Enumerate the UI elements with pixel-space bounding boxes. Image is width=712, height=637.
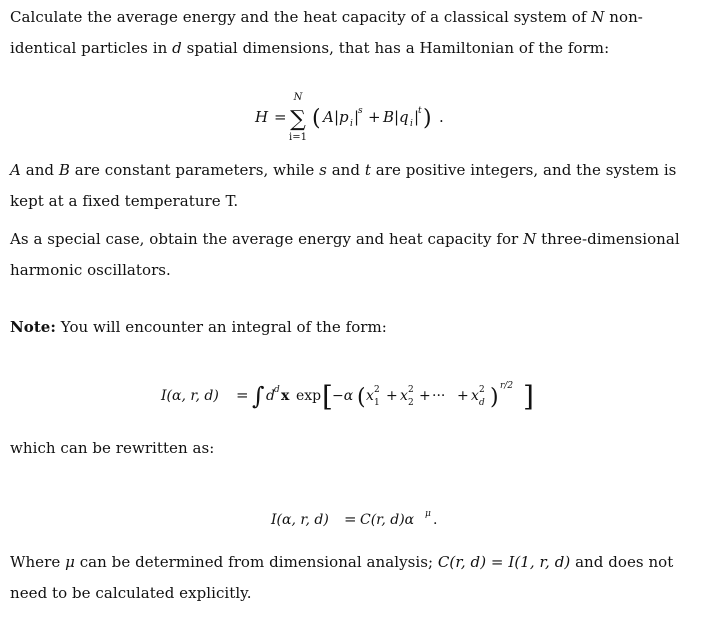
rewritten-paragraph: which can be rewritten as:	[10, 439, 215, 457]
exp-function: exp	[296, 388, 322, 404]
differential-exponent: d	[274, 385, 280, 395]
hamiltonian-equation	[0, 88, 712, 150]
result-rhs: C(r, d)α	[360, 512, 415, 528]
var-n: N	[591, 8, 605, 26]
differential-d: d	[266, 388, 275, 404]
note-paragraph: Note: You will encounter an integral of the form:	[10, 318, 387, 336]
var-mu: μ	[65, 553, 75, 571]
q-abs: |q	[394, 108, 409, 126]
left-bracket: [	[322, 380, 333, 413]
power-r-over-2: r/2	[500, 381, 514, 391]
xd-subscript: d	[479, 398, 485, 408]
q-abs-close: |	[414, 108, 420, 126]
x1-exponent: 2	[374, 385, 380, 395]
var-d: d	[172, 39, 182, 57]
x2-var: x	[400, 388, 408, 404]
plus-2: +	[419, 388, 431, 404]
x2-subscript: 2	[408, 398, 414, 408]
hamiltonian-lhs: H	[255, 108, 269, 126]
right-paren-2: )	[490, 385, 499, 410]
p-exponent: s	[358, 106, 363, 116]
period-2: .	[433, 512, 438, 528]
problem-intro-paragraph: Calculate the average energy and the heat capacity of a classical system of N non-identical particles in d spatial dimensions, that has a Hamiltonian of the form:	[10, 8, 643, 57]
var-s: s	[319, 161, 327, 179]
minus-alpha: −α	[332, 388, 354, 404]
period: .	[439, 108, 444, 126]
coefficient-b: B	[383, 108, 395, 126]
p-abs-close: |	[354, 108, 360, 126]
equals-sign-2: =	[236, 386, 249, 404]
var-n-2: N	[523, 230, 537, 248]
q-exponent: t	[418, 106, 422, 116]
var-a: A	[10, 161, 21, 179]
note-label: Note:	[10, 318, 56, 336]
special-case-paragraph: As a special case, obtain the average energy and heat capacity for N three-dimensional harmonic oscillators.	[10, 230, 680, 279]
integral-equation	[0, 368, 712, 428]
parameters-paragraph: A and B are constant parameters, while s and t are positive integers, and the system is kept at a fixed temperature T.	[10, 161, 677, 210]
plus-sign: +	[368, 108, 381, 126]
left-paren-2: (	[357, 385, 366, 410]
left-paren: (	[312, 106, 321, 131]
right-bracket: ]	[523, 380, 534, 413]
var-b: B	[58, 161, 70, 179]
i-expression: I(1, r, d)	[508, 553, 571, 571]
x1-subscript: 1	[374, 398, 380, 408]
right-paren: )	[423, 106, 432, 131]
result-equation	[0, 500, 712, 536]
q-subscript: i	[410, 119, 413, 129]
xd-exponent: 2	[479, 385, 485, 395]
c-expression: C(r, d)	[437, 553, 487, 571]
ellipsis: ···	[432, 388, 446, 404]
result-lhs: I(α, r, d)	[271, 512, 329, 528]
sum-symbol: ∑	[290, 107, 306, 132]
dimensional-analysis-paragraph: Where μ can be determined from dimensional analysis; C(r, d) = I(1, r, d) and does not need to be calculated explicitly.	[10, 553, 674, 602]
plus-3: +	[457, 388, 469, 404]
equals-sign-3: =	[344, 510, 357, 528]
x2-exponent: 2	[408, 385, 414, 395]
x1-var: x	[366, 388, 374, 404]
p-subscript: i	[350, 119, 353, 129]
sum-upper-limit: N	[293, 92, 303, 103]
coefficient-a: A	[323, 108, 334, 126]
sum-lower-limit: i=1	[289, 132, 307, 143]
integral-lhs: I(α, r, d)	[161, 388, 219, 404]
var-t: t	[364, 161, 371, 179]
integral-symbol: ∫	[252, 382, 265, 410]
mu-exponent: μ	[425, 509, 431, 519]
p-abs: |p	[334, 108, 349, 126]
vector-x: x	[281, 388, 290, 404]
xd-var: x	[471, 388, 479, 404]
plus-1: +	[386, 388, 398, 404]
equals-sign: =	[274, 108, 287, 126]
